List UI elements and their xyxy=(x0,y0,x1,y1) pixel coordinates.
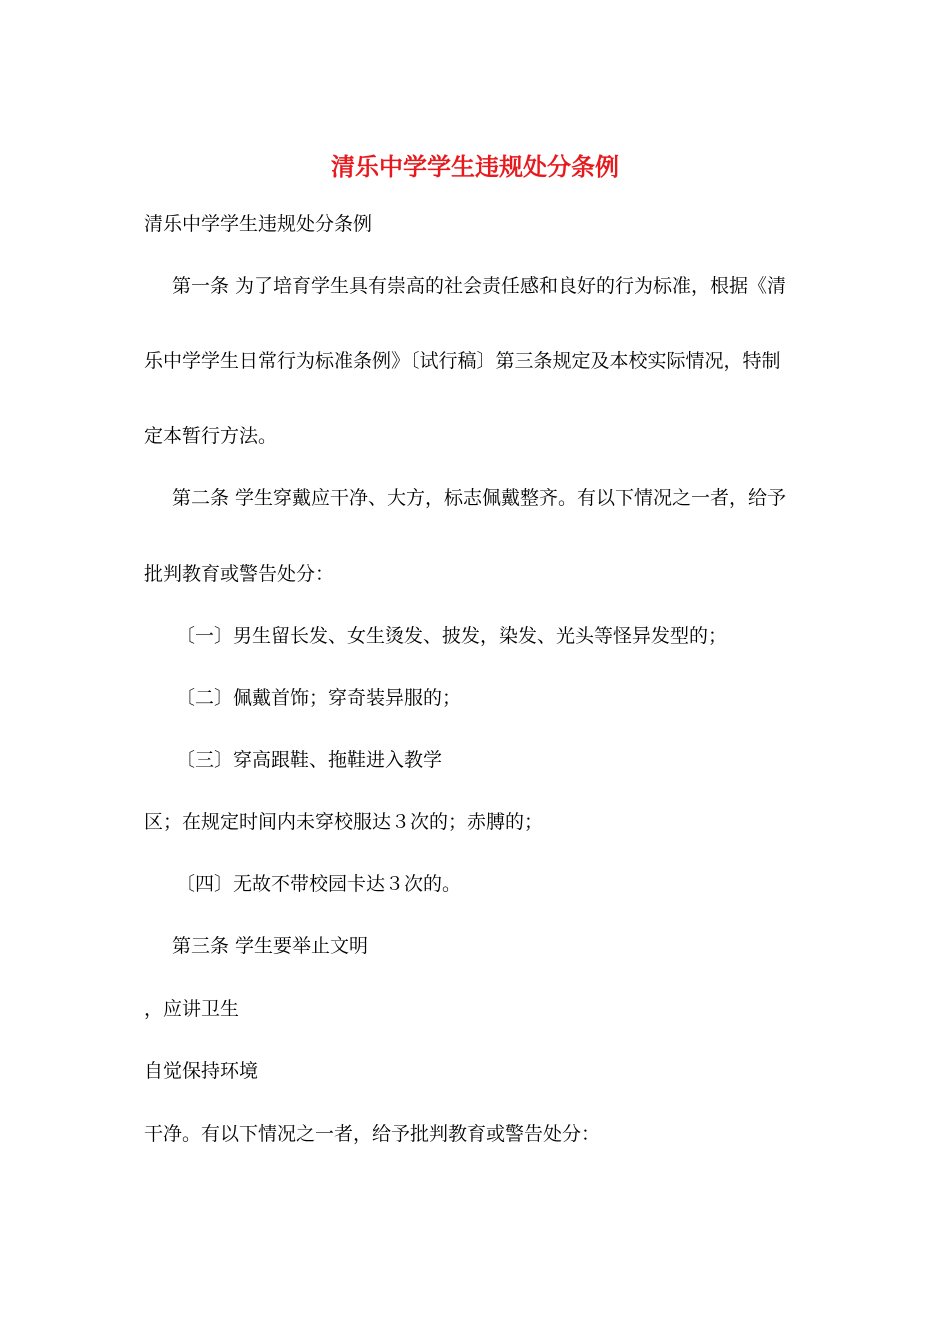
article-1-line-2: 乐中学学生日常行为标准条例》〔试行稿〕第三条规定及本校实际情况，特制 xyxy=(144,350,781,372)
article-2-line-2: 批判教育或警告处分： xyxy=(144,563,335,585)
article-1-line-1: 第一条 为了培育学生具有崇高的社会责任感和良好的行为标准，根据《清 xyxy=(172,275,787,297)
article-3-line-2: ，应讲卫生 xyxy=(144,998,240,1020)
article-1-line-3: 定本暂行方法。 xyxy=(144,425,278,447)
article-3-line-3: 自觉保持环境 xyxy=(144,1060,259,1082)
clause-1-line: 〔一〕男生留长发、女生烫发、披发，染发、光头等怪异发型的； xyxy=(176,625,728,647)
article-2-line-1: 第二条 学生穿戴应干净、大方，标志佩戴整齐。有以下情况之一者，给予 xyxy=(172,487,787,509)
clause-4-line: 〔四〕无故不带校园卡达３次的。 xyxy=(176,873,462,895)
article-3-line-1: 第三条 学生要举止文明 xyxy=(172,935,369,957)
clause-3-line-2: 区；在规定时间内未穿校服达３次的；赤膊的； xyxy=(144,811,544,833)
clause-2-line: 〔二〕佩戴首饰；穿奇装异服的； xyxy=(176,687,462,709)
article-3-line-4: 干净。有以下情况之一者，给予批判教育或警告处分： xyxy=(144,1123,601,1145)
document-title: 清乐中学学生违规处分条例 xyxy=(331,152,619,181)
subtitle-line: 清乐中学学生违规处分条例 xyxy=(144,213,373,235)
clause-3-line-1: 〔三〕穿高跟鞋、拖鞋进入教学 xyxy=(176,749,443,771)
